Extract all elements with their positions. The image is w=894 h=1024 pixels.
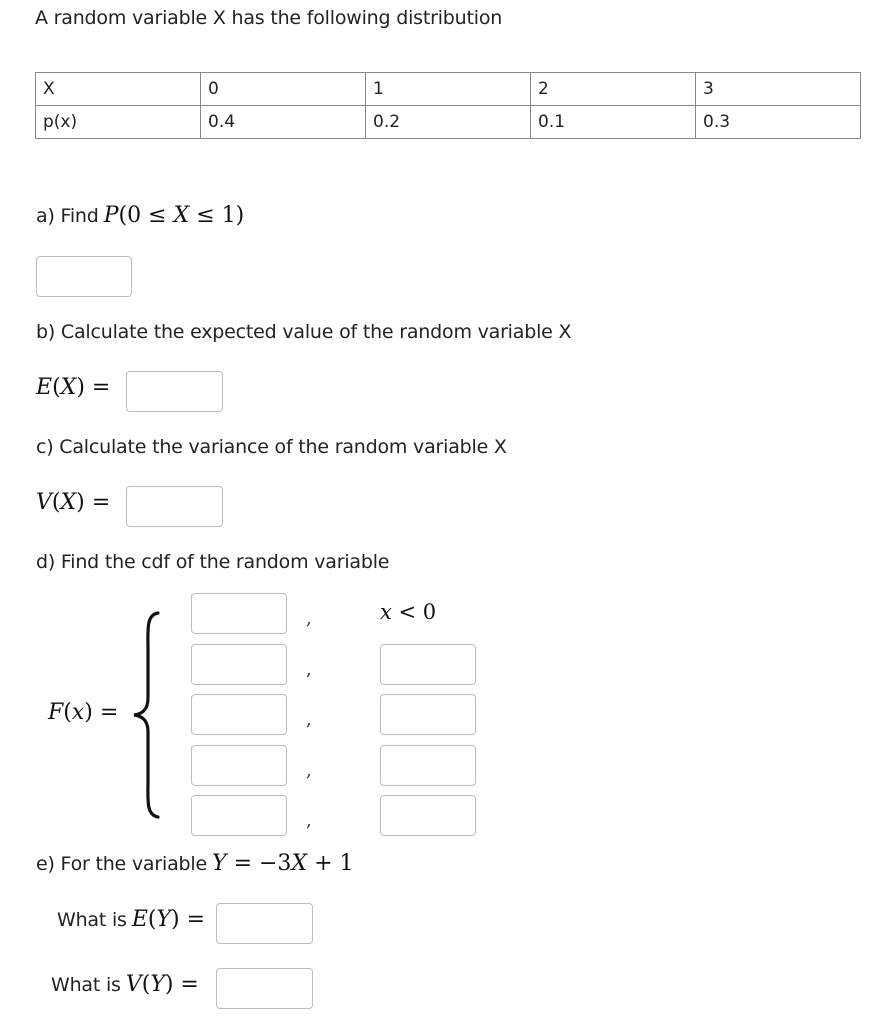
table-cell: 0.1 [531,106,696,139]
part-e-label: e) For the variable [36,853,207,875]
math-symbol: E [36,375,53,400]
comma-separator: , [306,760,312,781]
part-c-label: c) Calculate the variance of the random variable X [36,436,507,458]
intro-text: A random variable X has the following distribution [35,7,503,29]
part-a-label: a) Find [36,205,99,227]
table-cell: 0.2 [366,106,531,139]
math-symbol: Y [212,851,227,876]
table-row [36,73,861,106]
part-d-label: d) Find the cdf of the random variable [36,551,390,573]
math-symbol: V [125,972,142,997]
math-symbol: ) = [76,490,111,515]
table-cell: X [36,73,201,106]
math-symbol: X [60,375,77,400]
comma-separator: , [306,709,312,730]
math-symbol: = −3 [226,851,292,876]
math-symbol: P [103,203,119,228]
math-symbol: x [380,600,392,624]
part-b-label: b) Calculate the expected value of the random variable X [36,321,572,343]
table-cell: 0.3 [696,106,861,139]
question-text: What is [57,909,127,931]
comma-separator: , [306,810,312,831]
cdf-condition-1 [380,600,436,624]
math-symbol: ) = [76,375,111,400]
curly-brace-icon [128,610,168,820]
cdf-label [48,700,118,725]
cdf-value-input-1[interactable] [191,593,287,634]
part-a-answer-input[interactable] [36,256,132,297]
variance-label [36,490,110,515]
cdf-condition-input-4[interactable] [380,745,476,786]
math-symbol: + 1 [307,851,354,876]
expected-value-input[interactable] [126,371,223,412]
math-symbol: ( [147,907,157,932]
cdf-condition-input-5[interactable] [380,795,476,836]
cdf-value-input-4[interactable] [191,745,287,786]
math-symbol: X [173,203,190,228]
math-symbol: ( [51,490,61,515]
math-symbol: ) = [164,972,199,997]
question-text: What is [51,974,121,996]
expected-y-label [57,907,205,932]
cdf-value-input-5[interactable] [191,795,287,836]
cdf-value-input-3[interactable] [191,694,287,735]
math-symbol: Y [150,972,165,997]
math-symbol: ( [52,375,61,400]
cdf-condition-input-3[interactable] [380,694,476,735]
comma-separator: , [306,659,312,680]
table-cell: 1 [366,73,531,106]
table-row [36,106,861,139]
math-symbol: X [60,490,77,515]
math-symbol: E [131,907,148,932]
cdf-condition-input-2[interactable] [380,644,476,685]
variance-y-input[interactable] [216,968,313,1009]
table-cell: 3 [696,73,861,106]
math-symbol: ( [63,700,72,725]
math-symbol: Y [156,907,172,932]
part-a-expression [104,203,244,228]
variance-y-label [51,972,199,997]
math-symbol: V [36,490,52,515]
part-e-prompt [36,851,354,876]
table-cell: p(x) [36,106,201,139]
table-cell: 2 [531,73,696,106]
transformation-equation [212,851,353,876]
variance-input[interactable] [126,486,223,527]
math-symbol: x [71,700,85,725]
part-a-prompt [36,203,244,228]
math-symbol: (0 ≤ [118,203,174,228]
table-cell: 0 [201,73,366,106]
distribution-table [35,72,861,139]
math-symbol: ) = [171,907,206,932]
math-symbol: ≤ 1) [189,203,245,228]
expected-y-input[interactable] [216,903,313,944]
table-cell: 0.4 [201,106,366,139]
math-symbol: F [48,700,64,725]
math-symbol: ) = [84,700,119,725]
comma-separator: , [306,608,312,629]
math-symbol: ( [141,972,151,997]
cdf-value-input-2[interactable] [191,644,287,685]
math-symbol: < 0 [391,600,437,624]
expected-value-label [36,375,110,400]
math-symbol: X [291,851,308,876]
